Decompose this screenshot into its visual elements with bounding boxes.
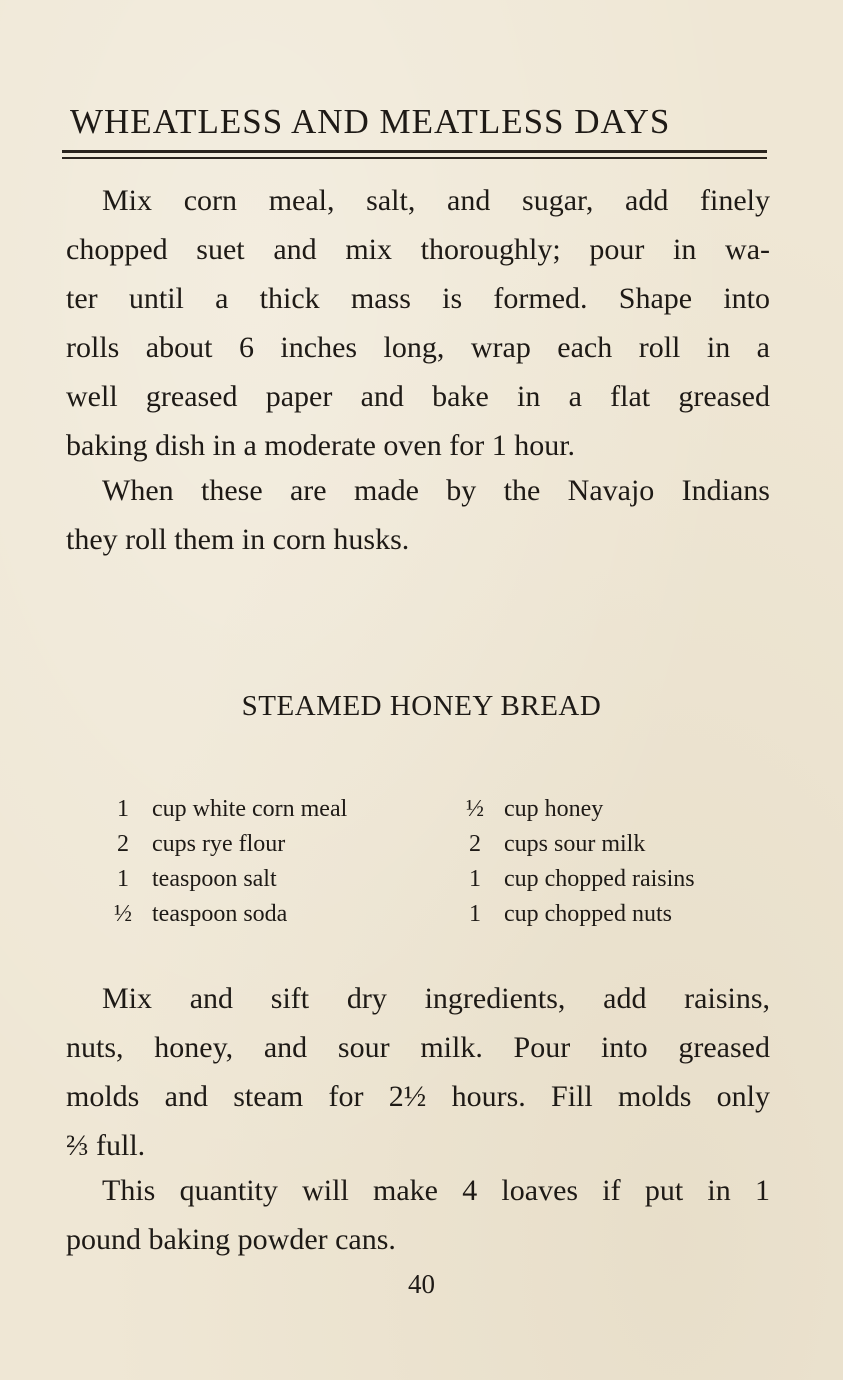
- text-line: ter until a thick mass is formed. Shape into: [66, 282, 770, 315]
- ingredient-text: cup honey: [504, 796, 604, 822]
- ingredient-text: teaspoon soda: [152, 901, 288, 927]
- text-line: ⅔ full.: [66, 1129, 146, 1162]
- ingredient-quantity: ½: [466, 796, 484, 822]
- ingredient-text: cup chopped raisins: [504, 866, 695, 892]
- ingredient-text: cup white corn meal: [152, 796, 348, 822]
- text-line: molds and steam for 2½ hours. Fill molds only: [66, 1080, 770, 1113]
- ingredient-quantity: 2: [117, 831, 129, 857]
- recipe-title: STEAMED HONEY BREAD: [241, 690, 602, 722]
- paragraph-yield: [66, 1166, 770, 1264]
- ingredient-quantity: 1: [117, 866, 129, 892]
- ingredient-quantity: 2: [469, 831, 481, 857]
- text-line: they roll them in corn husks.: [66, 523, 410, 556]
- ingredient-item: [452, 792, 695, 827]
- text-line: When these are made by the Navajo Indians: [102, 474, 770, 507]
- ingredient-quantity: ½: [114, 901, 132, 927]
- ingredient-quantity: 1: [469, 866, 481, 892]
- text-line: This quantity will make 4 loaves if put in 1: [102, 1174, 770, 1207]
- paragraph-preparation: [66, 176, 770, 470]
- ingredient-text: cup chopped nuts: [504, 901, 672, 927]
- text-line: Mix and sift dry ingredients, add raisins,: [102, 982, 770, 1015]
- ingredient-item: [452, 862, 695, 897]
- ingredient-item: [100, 792, 347, 827]
- ingredient-item: [452, 897, 695, 932]
- text-line: well greased paper and bake in a flat greased: [66, 380, 770, 413]
- ingredient-item: [452, 827, 695, 862]
- text-line: baking dish in a moderate oven for 1 hour.: [66, 429, 576, 462]
- ingredient-quantity: 1: [117, 796, 129, 822]
- ingredients-list-left: [100, 792, 347, 932]
- text-line: rolls about 6 inches long, wrap each roll in a: [66, 331, 770, 364]
- running-head-title: WHEATLESS AND MEATLESS DAYS: [70, 102, 671, 141]
- ingredient-item: [100, 827, 347, 862]
- text-line: Mix corn meal, salt, and sugar, add finely: [102, 184, 770, 217]
- ingredient-text: cups sour milk: [504, 831, 646, 857]
- text-line: chopped suet and mix thoroughly; pour in wa-: [66, 233, 770, 266]
- paragraph-navajo-note: [66, 466, 770, 564]
- ingredients-list-right: [452, 792, 695, 932]
- paragraph-method: [66, 974, 770, 1170]
- ingredient-item: [100, 862, 347, 897]
- header-rule-thin: [62, 157, 767, 159]
- page-number: 40: [408, 1269, 435, 1299]
- text-line: nuts, honey, and sour milk. Pour into greased: [66, 1031, 770, 1064]
- ingredient-text: cups rye flour: [152, 831, 286, 857]
- ingredient-item: [100, 897, 347, 932]
- ingredient-quantity: 1: [469, 901, 481, 927]
- text-line: pound baking powder cans.: [66, 1223, 396, 1256]
- header-rule-thick: [62, 150, 767, 153]
- ingredient-text: teaspoon salt: [152, 866, 277, 892]
